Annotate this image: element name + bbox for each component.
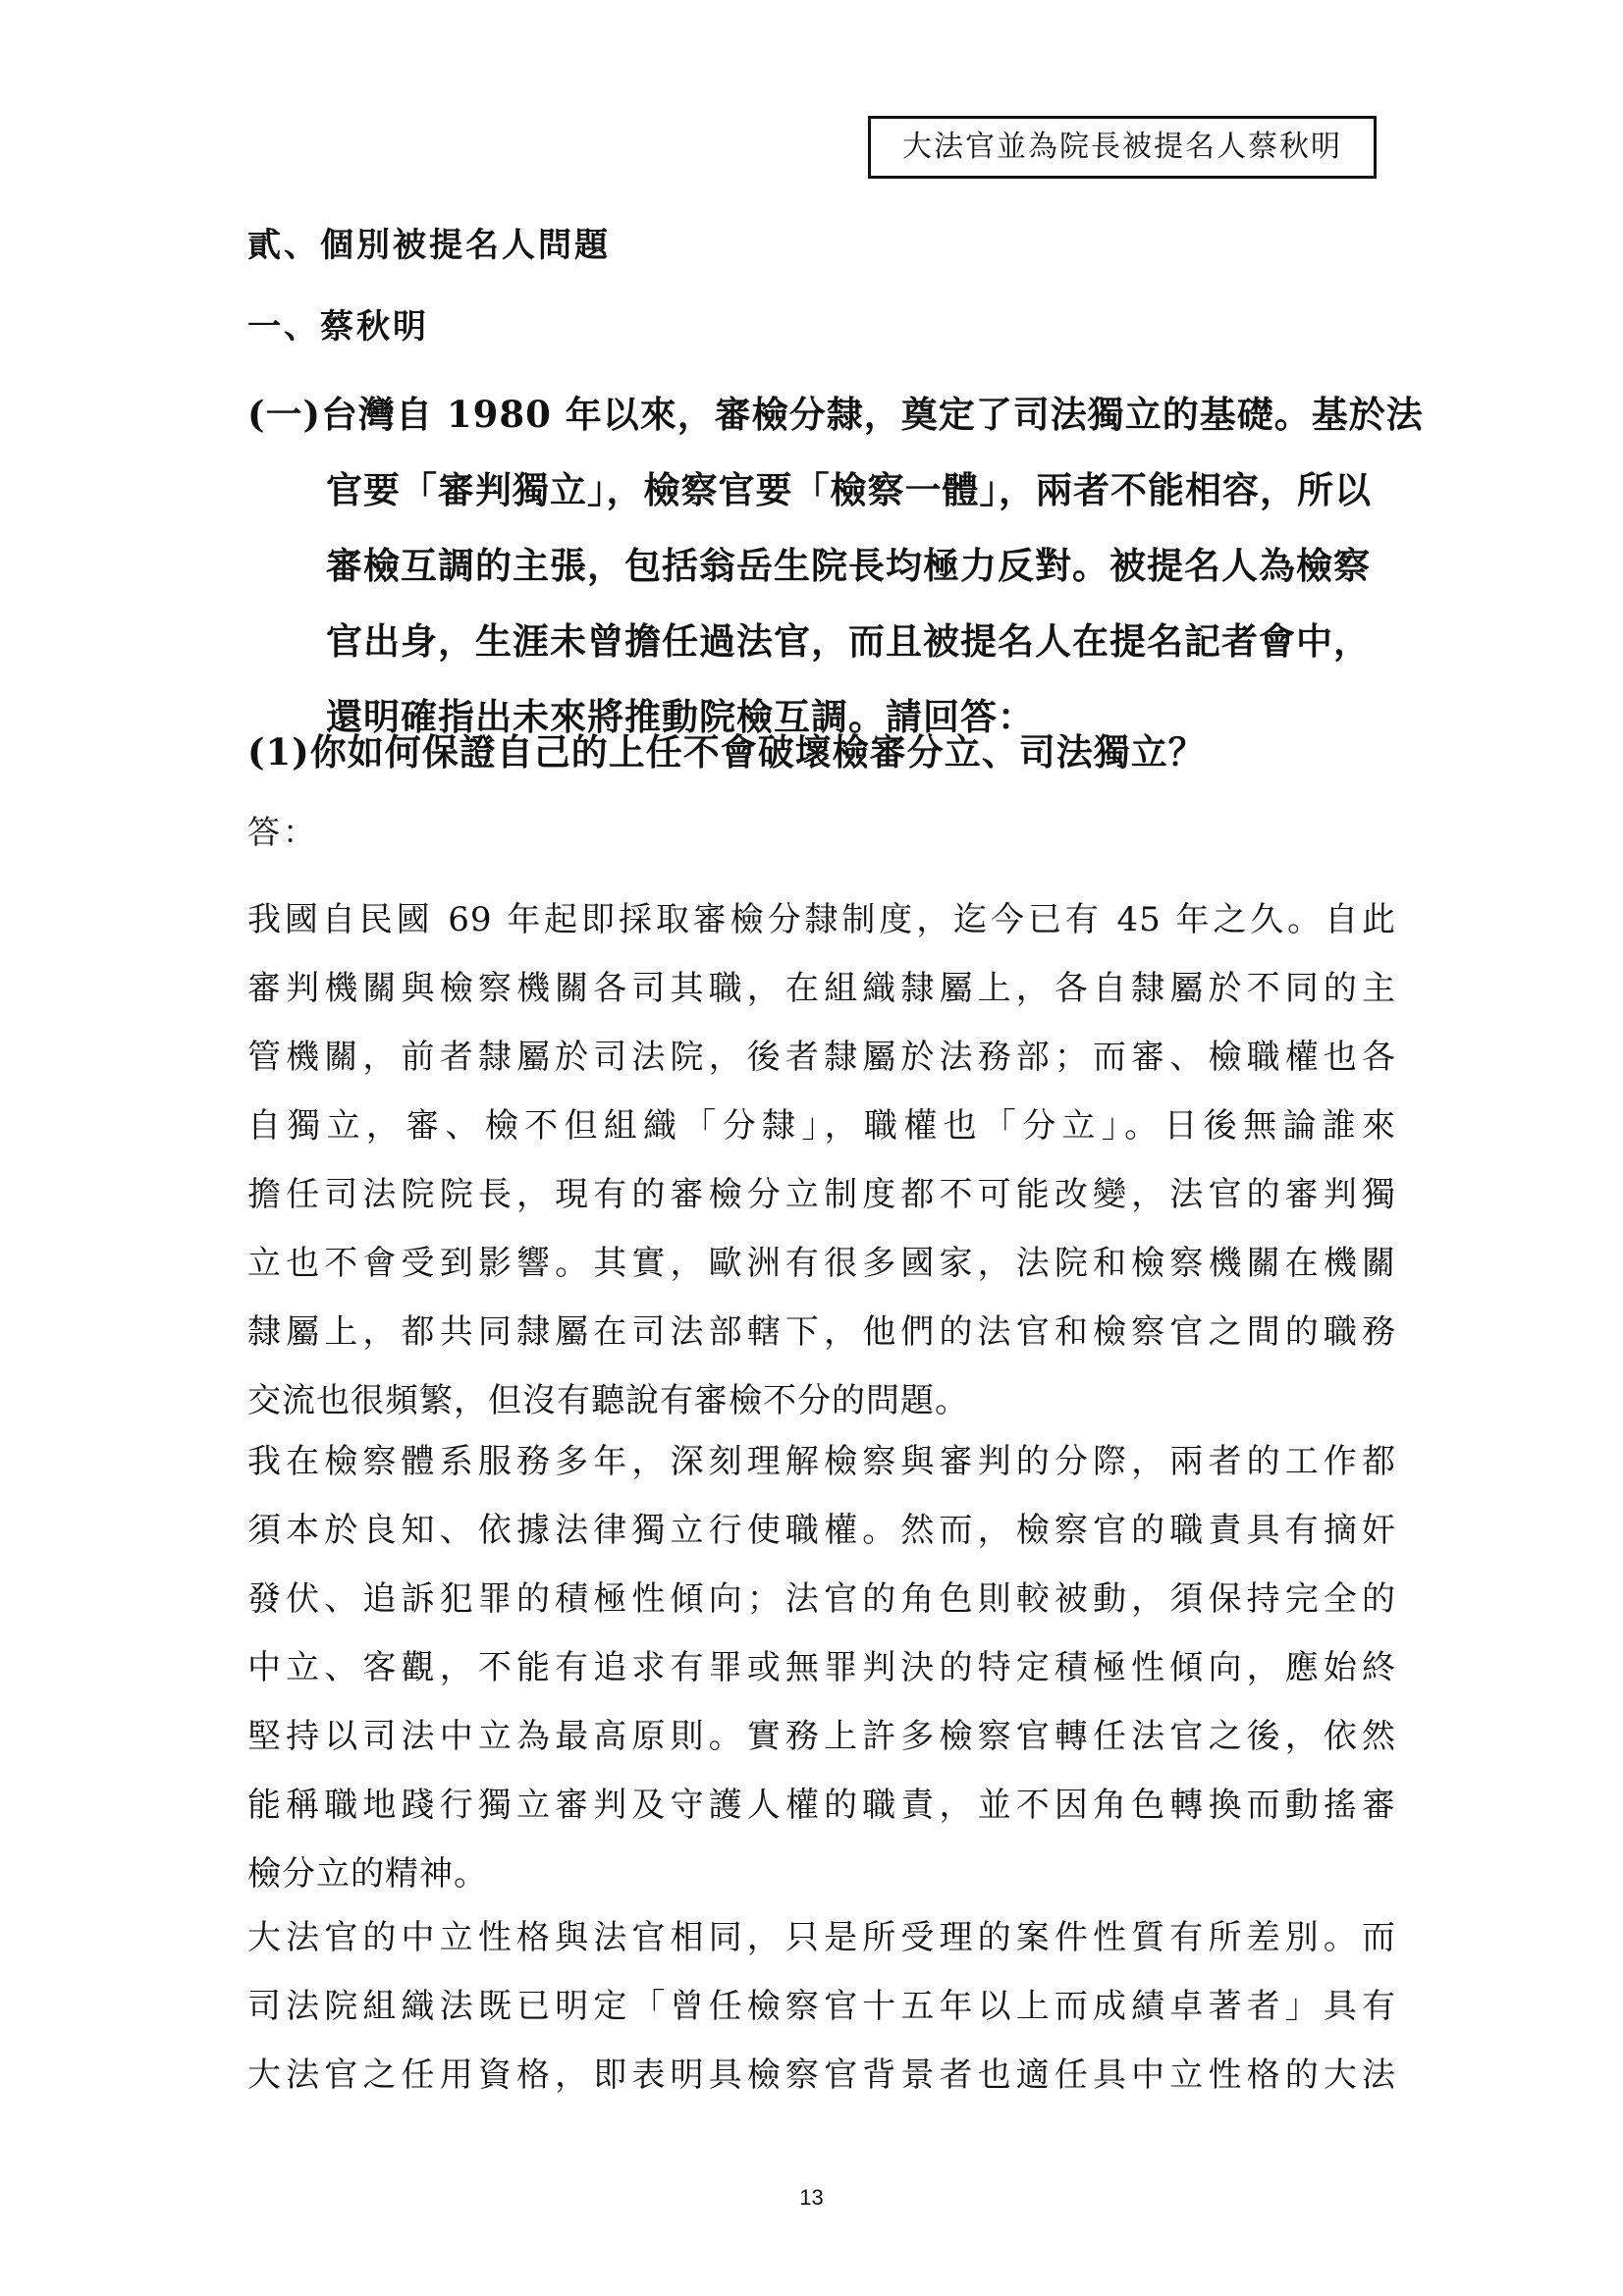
nominee-subheading: 一、蔡秋明: [247, 307, 429, 347]
question-line: 還明確指出未來將推動院檢互調。請回答：: [326, 695, 1035, 738]
paragraph-line: 檢分立的精神。: [247, 1854, 488, 1894]
sub-question: (1)你如何保證自己的上任不會破壞檢審分立、司法獨立？: [247, 730, 1206, 774]
question-line: 官要「審判獨立」，檢察官要「檢察一體」，兩者不能相容，所以: [326, 468, 1372, 511]
paragraph-line: 大法官之任用資格，即表明具檢察官背景者也適任具中立性格的大法: [247, 2056, 1396, 2095]
answer-paragraph-3: [247, 1903, 1396, 2109]
answer-paragraph-2: [247, 1427, 1396, 1908]
paragraph-line: 擔任司法院院長，現有的審檢分立制度都不可能改變，法官的審判獨: [247, 1175, 1396, 1214]
section-heading: 貳、個別被提名人問題: [247, 226, 611, 265]
paragraph-line: 隸屬上，都共同隸屬在司法部轄下，他們的法官和檢察官之間的職務: [247, 1312, 1396, 1352]
answer-paragraph-1: [247, 885, 1396, 1435]
paragraph-line: 交流也很頻繁，但沒有聽說有審檢不分的問題。: [247, 1381, 969, 1420]
paragraph-line: 立也不會受到影響。其實，歐洲有很多國家，法院和檢察機關在機關: [247, 1244, 1396, 1283]
paragraph-line: 我國自民國 69 年起即採取審檢分隸制度，迄今已有 45 年之久。自此: [247, 900, 1396, 939]
paragraph-line: 須本於良知、依據法律獨立行使職權。然而，檢察官的職責具有摘奸: [247, 1511, 1396, 1550]
question-line: 官出身，生涯未曾擔任過法官，而且被提名人在提名記者會中，: [326, 619, 1371, 663]
paragraph-line: 自獨立，審、檢不但組織「分隸」，職權也「分立」。日後無論誰來: [247, 1106, 1396, 1146]
paragraph-line: 管機關，前者隸屬於司法院，後者隸屬於法務部；而審、檢職權也各: [247, 1038, 1396, 1077]
paragraph-line: 堅持以司法中立為最高原則。實務上許多檢察官轉任法官之後，依然: [247, 1717, 1396, 1756]
question-line: (一)台灣自 1980 年以來，審檢分隸，奠定了司法獨立的基礎。基於法: [247, 393, 1424, 436]
paragraph-line: 審判機關與檢察機關各司其職，在組織隸屬上，各自隸屬於不同的主: [247, 969, 1396, 1008]
paragraph-line: 發伏、追訴犯罪的積極性傾向；法官的角色則較被動，須保持完全的: [247, 1579, 1396, 1619]
question-block: [247, 377, 1424, 755]
paragraph-line: 司法院組織法既已明定「曾任檢察官十五年以上而成績卓著者」具有: [247, 1987, 1396, 2026]
question-line: 審檢互調的主張，包括翁岳生院長均極力反對。被提名人為檢察: [326, 544, 1371, 587]
answer-label: 答：: [247, 813, 318, 851]
paragraph-line: 能稱職地踐行獨立審判及守護人權的職責，並不因角色轉換而動搖審: [247, 1786, 1396, 1825]
paragraph-line: 我在檢察體系服務多年，深刻理解檢察與審判的分際，兩者的工作都: [247, 1442, 1396, 1481]
page-number: 13: [799, 2185, 824, 2210]
paragraph-line: 中立、客觀，不能有追求有罪或無罪判決的特定積極性傾向，應始終: [247, 1648, 1396, 1687]
paragraph-line: 大法官的中立性格與法官相同，只是所受理的案件性質有所差別。而: [247, 1918, 1396, 1957]
running-header-box: 大法官並為院長被提名人蔡秋明: [868, 116, 1377, 179]
